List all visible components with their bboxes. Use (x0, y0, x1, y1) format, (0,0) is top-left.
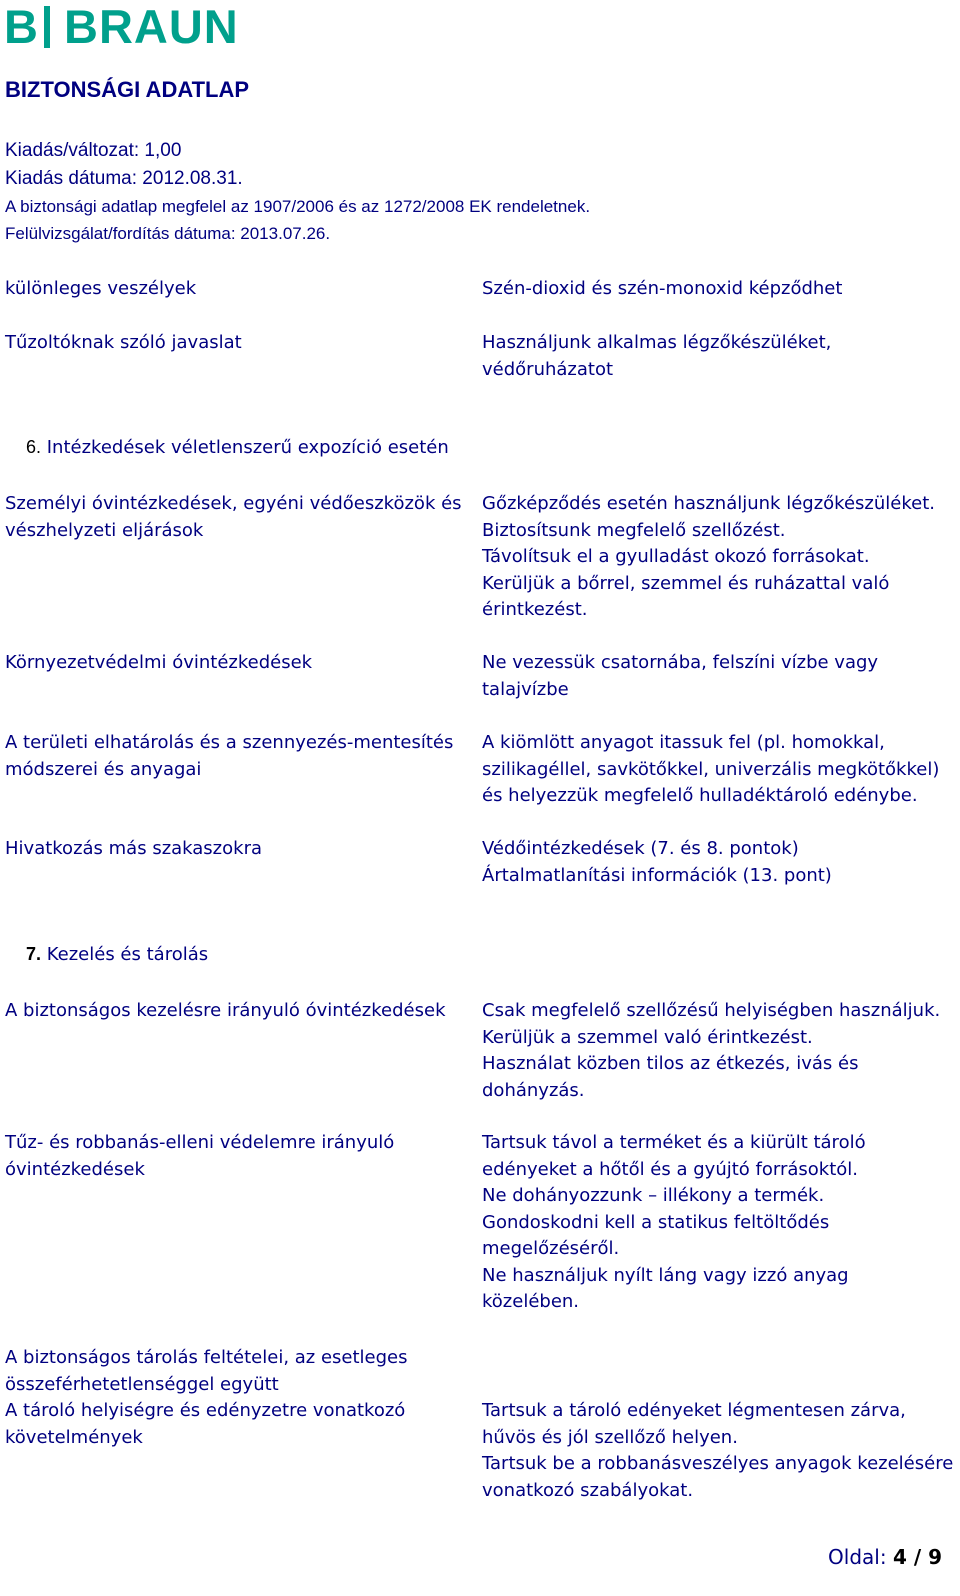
section-7-heading: 7. Kezelés és tárolás (26, 944, 209, 965)
row-label: Személyi óvintézkedések, egyéni védőeszközök és vészhelyzeti eljárások (5, 493, 462, 541)
braun-logo (4, 0, 254, 53)
row-label: különleges veszélyek (5, 278, 197, 299)
row-label: A biztonságos tárolás feltételei, az esetleges összeférhetetlenséggel együtt A tároló helyiségre és edényzetre vonatkozó követelmények (5, 1347, 408, 1448)
row-label: A területi elhatárolás és a szennyezés-mentesítés módszerei és anyagai (5, 732, 454, 780)
row-value: Védőintézkedések (7. és 8. pontok) Ártalmatlanítási információk (13. pont) (482, 838, 832, 886)
row-label: A biztonságos kezelésre irányuló óvintézkedések (5, 1000, 446, 1021)
section-6-heading: 6. Intézkedések véletlenszerű expozíció esetén (26, 437, 449, 458)
row-value: Ne vezessük csatornába, felszíni vízbe vagy talajvízbe (482, 652, 879, 700)
row-label: Tűzoltóknak szóló javaslat (5, 332, 242, 353)
row-value: A kiömlött anyagot itassuk fel (pl. homokkal, szilikagéllel, savkötőkkel, univerzális megkötőkkel) és helyezzük megfelelő hulladéktároló edénybe. (482, 732, 940, 806)
regulation-line: A biztonsági adatlap megfelel az 1907/2006 és az 1272/2008 EK rendeletnek. (5, 197, 591, 216)
page-count: 4 / 9 (892, 1545, 942, 1569)
review-date-line: Felülvizsgálat/fordítás dátuma: 2013.07.26. (5, 224, 331, 243)
row-value: Tartsuk a tároló edényeket légmentesen zárva, hűvös és jól szellőző helyen. Tartsuk be a robbanásveszélyes anyagok kezelésére vonatkozó szabályokat. (482, 1400, 954, 1501)
row-label: Hivatkozás más szakaszokra (5, 838, 263, 859)
row-value: Tartsuk távol a terméket és a kiürült tároló edényeket a hőtől és a gyújtó forrásoktól. Ne dohányozzunk – illékony a termék. Gondoskodni kell a statikus feltöltődés megelőzéséről. Ne használjuk nyílt láng vagy izzó anyag közelében. (482, 1132, 866, 1312)
logo-wordmark: BRAUN (64, 0, 239, 53)
row-value: Gőzképződés esetén használjunk légzőkészüléket. Biztosítsunk megfelelő szellőzést. Távolítsuk el a gyulladást okozó forrásokat. Kerüljük a bőrrel, szemmel és ruházattal való érintkezést. (482, 493, 935, 620)
page-number (828, 1545, 942, 1569)
page-label: Oldal: (828, 1545, 887, 1569)
row-value: Szén-dioxid és szén-monoxid képződhet (482, 278, 843, 299)
issue-date-line: Kiadás dátuma: 2012.08.31. (5, 168, 243, 189)
logo-letter-b: B (4, 0, 38, 53)
document-title: BIZTONSÁGI ADATLAP (5, 77, 250, 102)
row-value: Használjunk alkalmas légzőkészüléket, védőruházatot (482, 332, 832, 380)
logo-divider (44, 6, 50, 48)
version-line: Kiadás/változat: 1,00 (5, 140, 182, 161)
row-value: Csak megfelelő szellőzésű helyiségben használjuk. Kerüljük a szemmel való érintkezést. Használat közben tilos az étkezés, ivás és dohányzás. (482, 1000, 941, 1101)
row-label: Környezetvédelmi óvintézkedések (5, 652, 313, 673)
row-label: Tűz- és robbanás-elleni védelemre irányuló óvintézkedések (5, 1132, 395, 1180)
